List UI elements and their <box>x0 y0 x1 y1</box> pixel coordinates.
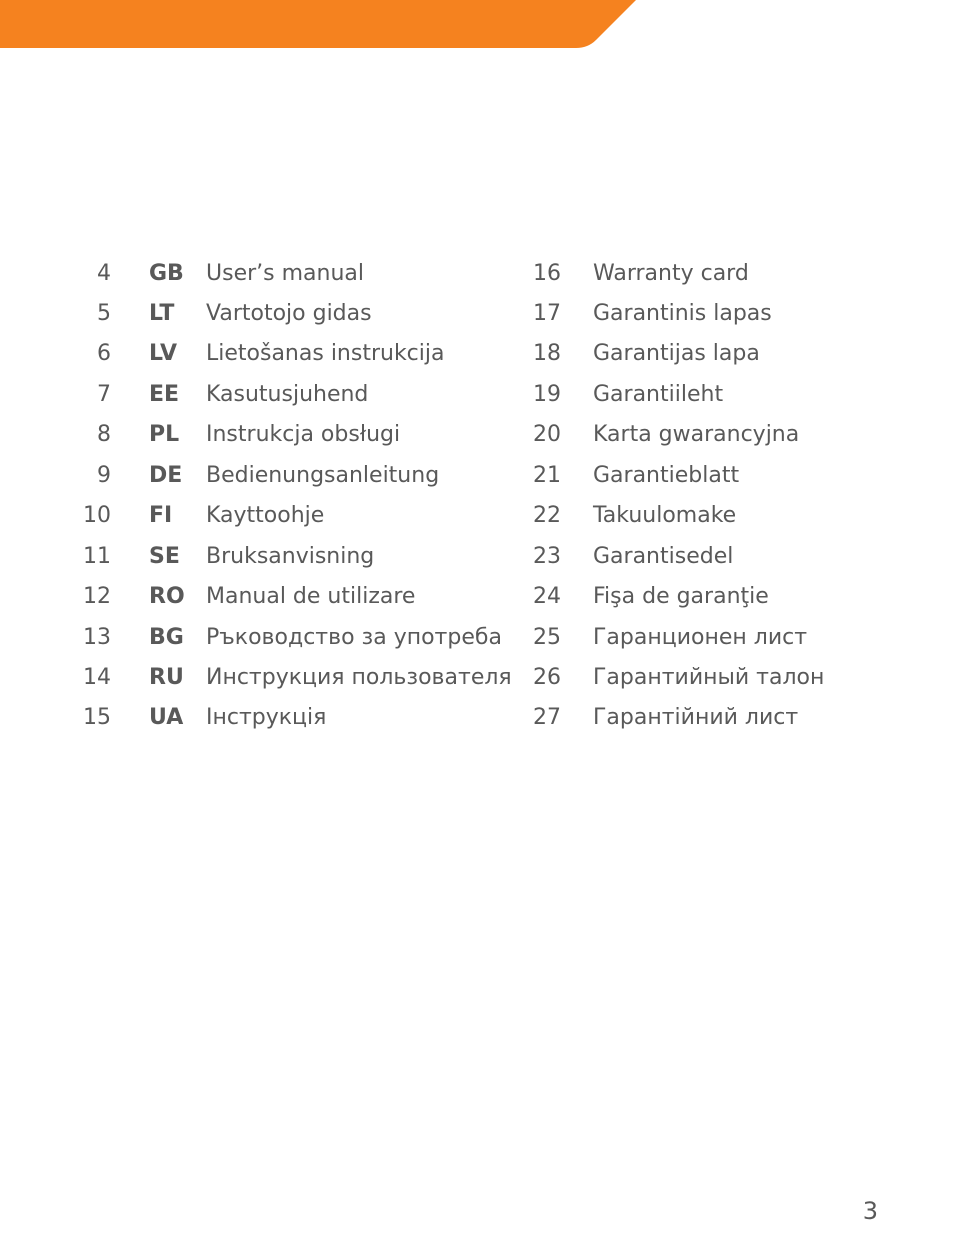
toc-right-title[interactable]: Fişa de garanţie <box>593 584 769 609</box>
toc-row <box>0 334 954 374</box>
orange-header-bar <box>0 0 954 48</box>
toc-row <box>0 577 954 617</box>
toc-left-title[interactable]: Bedienungsanleitung <box>206 463 440 488</box>
toc-language-code: LT <box>149 301 175 326</box>
toc-left-page-number[interactable]: 6 <box>97 341 111 366</box>
toc-left-title[interactable]: Инструкция пользователя <box>206 665 512 690</box>
toc-left-page-number[interactable]: 4 <box>97 261 111 286</box>
toc-row <box>0 537 954 577</box>
toc-right-title[interactable]: Garantiileht <box>593 382 724 407</box>
toc-left-page-number[interactable]: 14 <box>83 665 111 690</box>
toc-language-code: DE <box>149 463 183 488</box>
toc-right-title[interactable]: Гарантийный талон <box>593 665 825 690</box>
toc-row <box>0 294 954 334</box>
toc-row <box>0 496 954 536</box>
toc-right-title[interactable]: Garantinis lapas <box>593 301 772 326</box>
toc-left-title[interactable]: Bruksanvisning <box>206 544 375 569</box>
toc-row <box>0 618 954 658</box>
toc-left-page-number[interactable]: 15 <box>83 705 111 730</box>
toc-right-page-number[interactable]: 25 <box>533 625 561 650</box>
toc-left-page-number[interactable]: 13 <box>83 625 111 650</box>
toc-right-page-number[interactable]: 18 <box>533 341 561 366</box>
toc-language-code: UA <box>149 705 184 730</box>
toc-right-page-number[interactable]: 20 <box>533 422 561 447</box>
toc-left-title[interactable]: Ръководство за употреба <box>206 625 502 650</box>
toc-left-page-number[interactable]: 11 <box>83 544 111 569</box>
toc-left-title[interactable]: User’s manual <box>206 261 364 286</box>
toc-right-title[interactable]: Takuulomake <box>593 503 737 528</box>
toc-left-title[interactable]: Kayttoohje <box>206 503 325 528</box>
toc-row <box>0 456 954 496</box>
toc-left-page-number[interactable]: 8 <box>97 422 111 447</box>
toc-left-title[interactable]: Kasutusjuhend <box>206 382 369 407</box>
toc-right-page-number[interactable]: 23 <box>533 544 561 569</box>
toc-left-title[interactable]: Lietošanas instrukcija <box>206 341 445 366</box>
toc-right-title[interactable]: Гарантійний лист <box>593 705 799 730</box>
toc-right-page-number[interactable]: 21 <box>533 463 561 488</box>
toc-language-code: PL <box>149 422 180 447</box>
toc-right-page-number[interactable]: 22 <box>533 503 561 528</box>
toc-language-code: RO <box>149 584 185 609</box>
toc-left-title[interactable]: Instrukcja obsługi <box>206 422 401 447</box>
toc-language-code: BG <box>149 625 184 650</box>
toc-right-title[interactable]: Karta gwarancyjna <box>593 422 800 447</box>
toc-right-page-number[interactable]: 26 <box>533 665 561 690</box>
toc-left-page-number[interactable]: 5 <box>97 301 111 326</box>
toc-language-code: FI <box>149 503 173 528</box>
toc-left-title[interactable]: Інструкція <box>206 705 327 730</box>
toc-left-page-number[interactable]: 12 <box>83 584 111 609</box>
toc-right-title[interactable]: Garantisedel <box>593 544 734 569</box>
toc-right-title[interactable]: Гаранционен лист <box>593 625 808 650</box>
page-number: 3 <box>862 1197 878 1225</box>
toc-row <box>0 375 954 415</box>
toc-language-code: RU <box>149 665 184 690</box>
toc-right-page-number[interactable]: 27 <box>533 705 561 730</box>
toc-language-code: EE <box>149 382 180 407</box>
toc-left-page-number[interactable]: 10 <box>83 503 111 528</box>
toc-left-title[interactable]: Manual de utilizare <box>206 584 416 609</box>
toc-right-title[interactable]: Warranty card <box>593 261 749 286</box>
toc-right-page-number[interactable]: 17 <box>533 301 561 326</box>
toc-left-page-number[interactable]: 7 <box>97 382 111 407</box>
toc-row <box>0 254 954 294</box>
toc-right-title[interactable]: Garantieblatt <box>593 463 740 488</box>
toc-row <box>0 415 954 455</box>
toc-row <box>0 658 954 698</box>
toc-right-page-number[interactable]: 24 <box>533 584 561 609</box>
toc-right-title[interactable]: Garantijas lapa <box>593 341 760 366</box>
toc-right-page-number[interactable]: 16 <box>533 261 561 286</box>
toc-row <box>0 698 954 738</box>
toc-language-code: SE <box>149 544 180 569</box>
toc-left-title[interactable]: Vartotojo gidas <box>206 301 372 326</box>
toc-left-page-number[interactable]: 9 <box>97 463 111 488</box>
toc-language-code: LV <box>149 341 178 366</box>
toc-right-page-number[interactable]: 19 <box>533 382 561 407</box>
toc-language-code: GB <box>149 261 184 286</box>
